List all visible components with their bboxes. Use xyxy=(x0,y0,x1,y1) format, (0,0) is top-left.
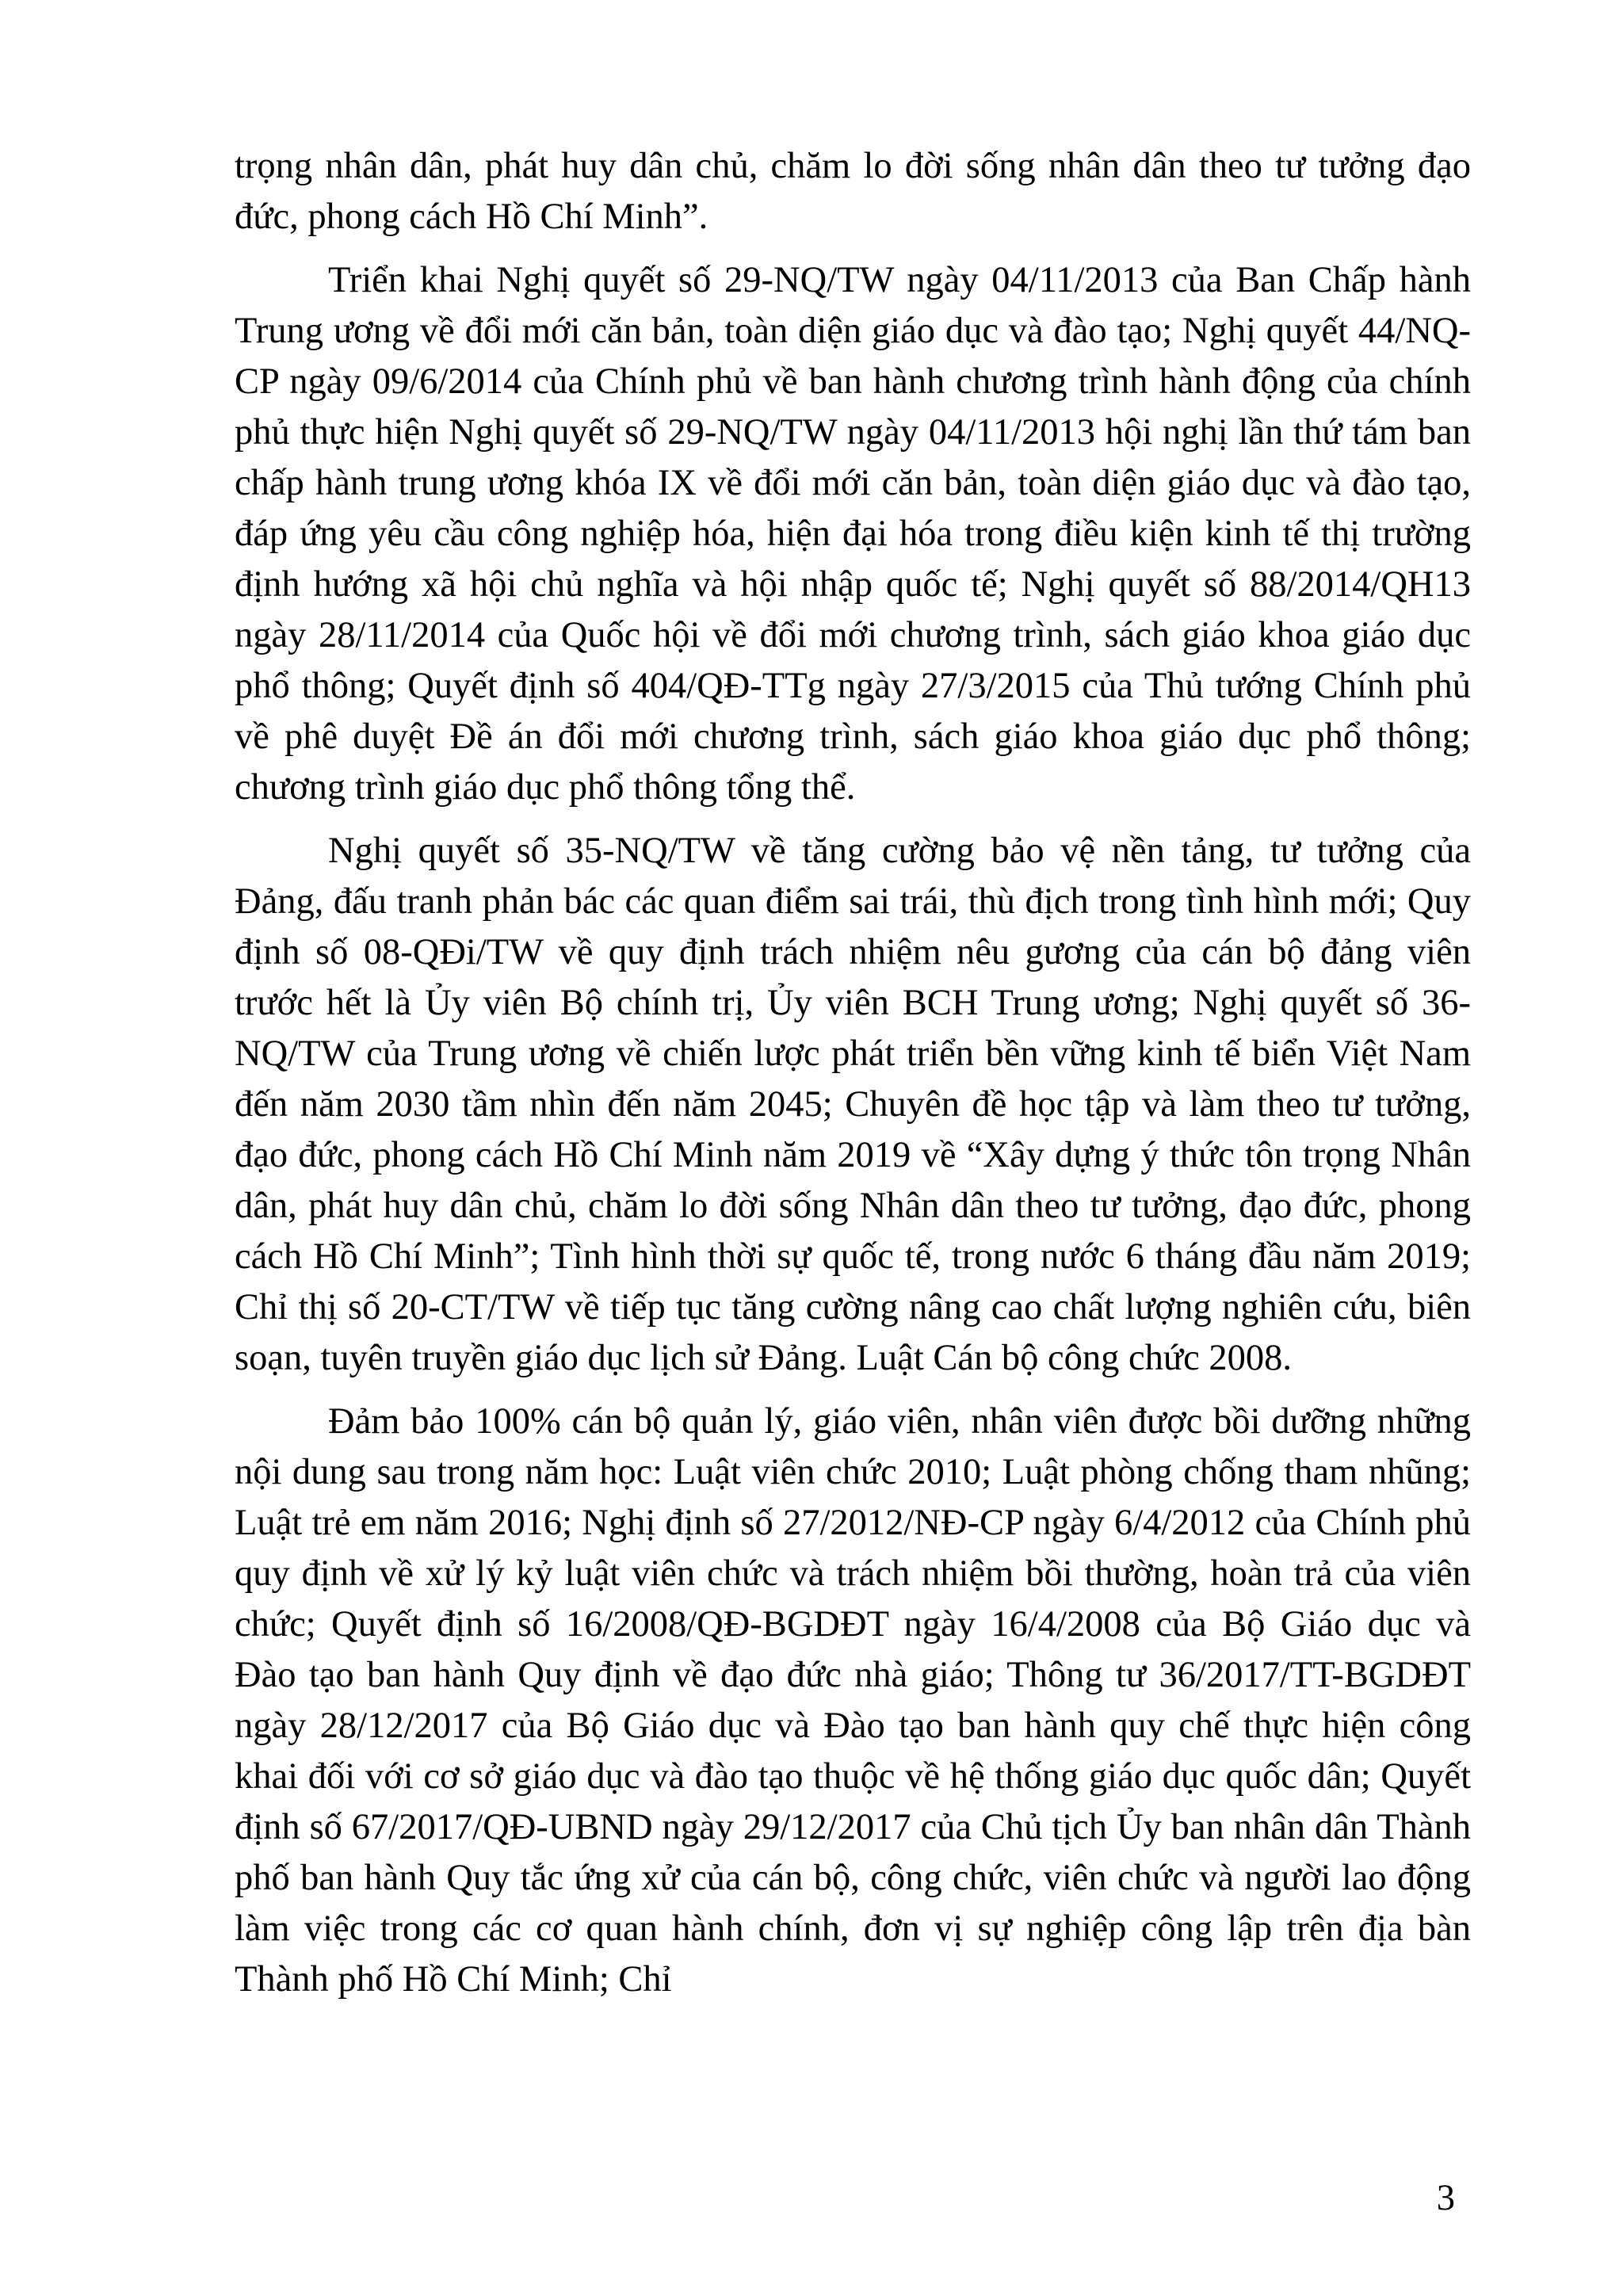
paragraph-resolution-29: Triển khai Nghị quyết số 29-NQ/TW ngày 04/11/2013 của Ban Chấp hành Trung ương về đổi mới căn bản, toàn diện giáo dục và đào tạo; Nghị quyết 44/NQ-CP ngày 09/6/2014 của Chính phủ về ban hành chương trình hành động của chính phủ thực hiện Nghị quyết số 29-NQ/TW ngày 04/11/2013 hội nghị lần thứ tám ban chấp hành trung ương khóa IX về đổi mới căn bản, toàn diện giáo dục và đào tạo, đáp ứng yêu cầu công nghiệp hóa, hiện đại hóa trong điều kiện kinh tế thị trường định hướng xã hội chủ nghĩa và hội nhập quốc tế; Nghị quyết số 88/2014/QH13 ngày 28/11/2014 của Quốc hội về đổi mới chương trình, sách giáo khoa giáo dục phổ thông; Quyết định số 404/QĐ-TTg ngày 27/3/2015 của Thủ tướng Chính phủ về phê duyệt Đề án đổi mới chương trình, sách giáo khoa giáo dục phổ thông; chương trình giáo dục phổ thông tổng thể. xyxy=(235,260,1471,808)
page-number: 3 xyxy=(1436,2178,1455,2218)
document-body xyxy=(235,141,1471,2005)
paragraph-training-commitment: Đảm bảo 100% cán bộ quản lý, giáo viên, nhân viên được bồi dưỡng những nội dung sau trong năm học: Luật viên chức 2010; Luật phòng chống tham nhũng; Luật trẻ em năm 2016; Nghị định số 27/2012/NĐ-CP ngày 6/4/2012 của Chính phủ quy định về xử lý kỷ luật viên chức và trách nhiệm bồi thường, hoàn trả của viên chức; Quyết định số 16/2008/QĐ-BGDĐT ngày 16/4/2008 của Bộ Giáo dục và Đào tạo ban hành Quy định về đạo đức nhà giáo; Thông tư 36/2017/TT-BGDĐT ngày 28/12/2017 của Bộ Giáo dục và Đào tạo ban hành quy chế thực hiện công khai đối với cơ sở giáo dục và đào tạo thuộc về hệ thống giáo dục quốc dân; Quyết định số 67/2017/QĐ-UBND ngày 29/12/2017 của Chủ tịch Ủy ban nhân dân Thành phố ban hành Quy tắc ứng xử của cán bộ, công chức, viên chức và người lao động làm việc trong các cơ quan hành chính, đơn vị sự nghiệp công lập trên địa bàn Thành phố Hồ Chí Minh; Chỉ xyxy=(235,1401,1471,2000)
paragraph-continued: trọng nhân dân, phát huy dân chủ, chăm lo đời sống nhân dân theo tư tưởng đạo đức, phong cách Hồ Chí Minh”. xyxy=(235,146,1471,237)
paragraph-resolution-35: Nghị quyết số 35-NQ/TW về tăng cường bảo vệ nền tảng, tư tưởng của Đảng, đấu tranh phản bác các quan điểm sai trái, thù địch trong tình hình mới; Quy định số 08-QĐi/TW về quy định trách nhiệm nêu gương của cán bộ đảng viên trước hết là Ủy viên Bộ chính trị, Ủy viên BCH Trung ương; Nghị quyết số 36-NQ/TW của Trung ương về chiến lược phát triển bền vững kinh tế biển Việt Nam đến năm 2030 tầm nhìn đến năm 2045; Chuyên đề học tập và làm theo tư tưởng, đạo đức, phong cách Hồ Chí Minh năm 2019 về “Xây dựng ý thức tôn trọng Nhân dân, phát huy dân chủ, chăm lo đời sống Nhân dân theo tư tưởng, đạo đức, phong cách Hồ Chí Minh”; Tình hình thời sự quốc tế, trong nước 6 tháng đầu năm 2019; Chỉ thị số 20-CT/TW về tiếp tục tăng cường nâng cao chất lượng nghiên cứu, biên soạn, tuyên truyền giáo dục lịch sử Đảng. Luật Cán bộ công chức 2008. xyxy=(235,831,1471,1378)
